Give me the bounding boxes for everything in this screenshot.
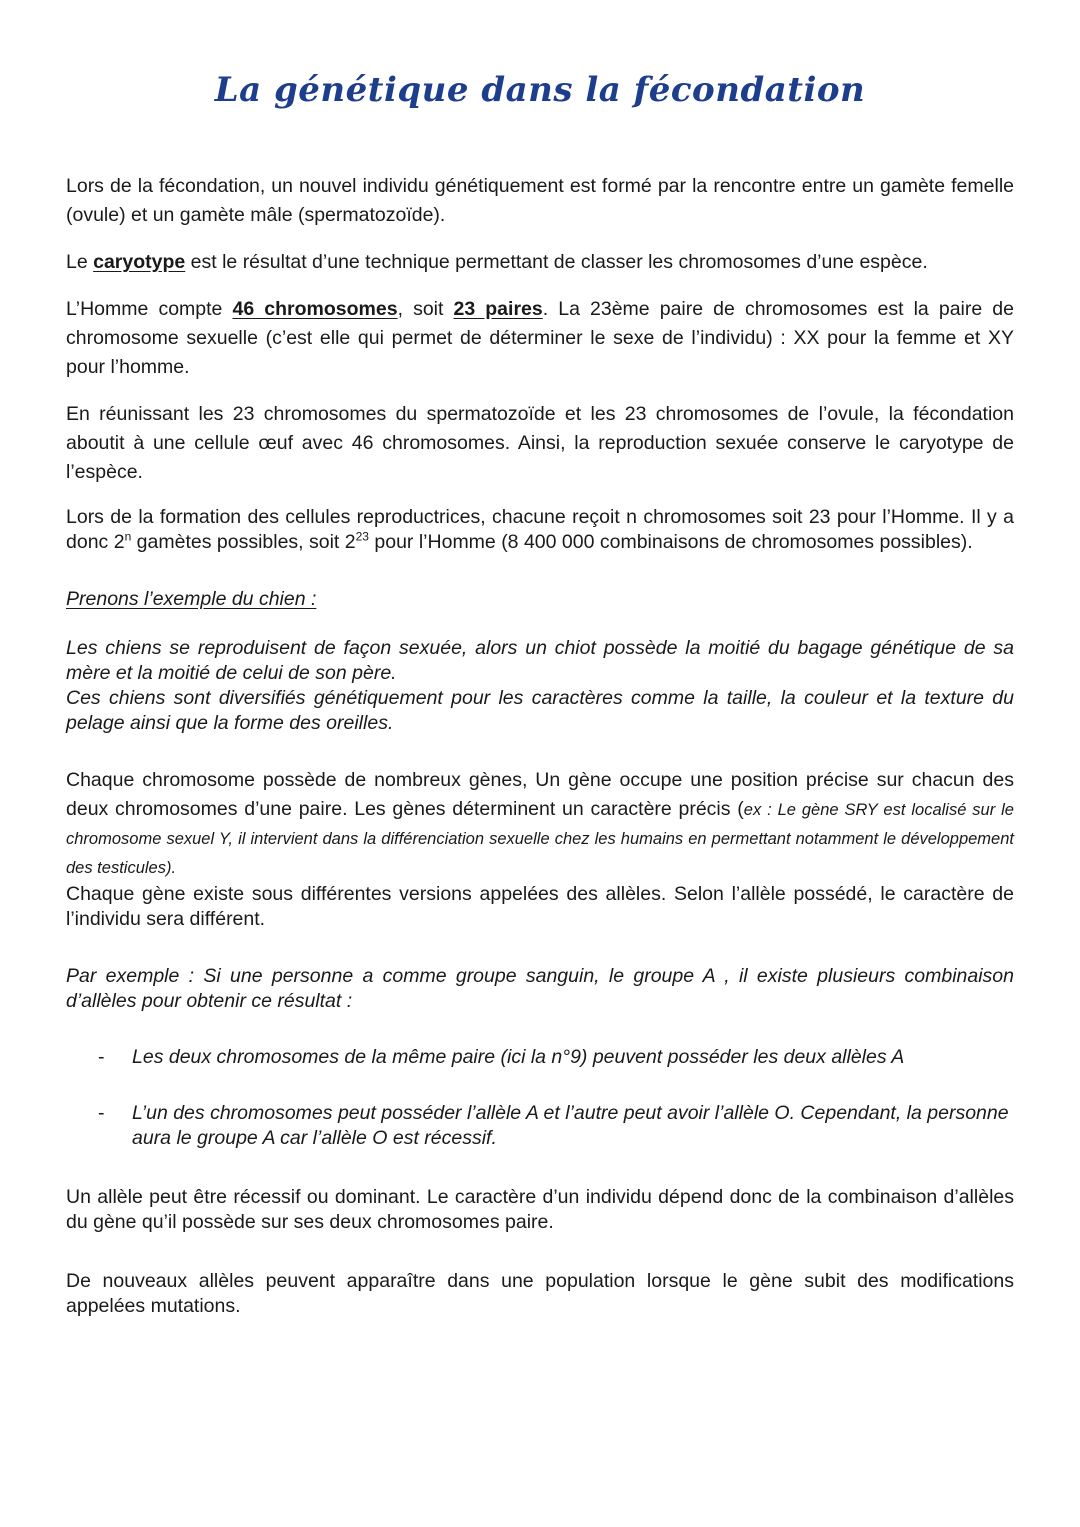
paragraph-fecondation: Lors de la fécondation, un nouvel individu génétiquement est formé par la rencontre entre un gamète femelle (ovule) et un gamète mâle (spermatozoïde). (66, 175, 1014, 226)
text: Lors de la formation des cellules reproductrices, chacune reçoit n chromosomes soit 23 pour l’Homme. Il y a donc 2 (66, 506, 1014, 553)
text: , soit (397, 298, 454, 320)
text: pour l’Homme (8 400 000 combinaisons de chromosomes possibles). (368, 531, 973, 553)
text: . La 23ème paire de chromosomes est la paire de chromosome sexuelle (c’est elle qui permet de déterminer le sexe de l’individu) : XX pour la femme et XY pour l’homme. (66, 298, 1014, 378)
list-item (66, 1101, 1014, 1151)
list-item (66, 1044, 1014, 1071)
text: gamètes possibles, soit 2 (131, 531, 356, 553)
text: Le (66, 251, 94, 273)
list-item-text: L’un des chromosomes peut posséder l’allèle A et l’autre peut avoir l’allèle O. Cependant, la personne aura le groupe A car l’allèle O est récessif. (132, 1102, 1009, 1149)
paragraph-cellule-oeuf: En réunissant les 23 chromosomes du spermatozoïde et les 23 chromosomes de l’ovule, la fécondation aboutit à une cellule œuf avec 46 chromosomes. Ainsi, la reproduction sexuée conserve le caryotype de l’espèce. (66, 403, 1014, 483)
blood-group-list (66, 1044, 1014, 1151)
bullet-dash: - (98, 1102, 105, 1124)
term-caryotype: caryotype (93, 251, 186, 273)
term-46-chromosomes: 46 chromosomes (232, 298, 398, 320)
example-sry: ex : Le gène SRY est localisé sur le chromosome sexuel Y, il intervient dans la différenciation sexuelle chez les humains en permettant notamment le développement des testicules). (66, 801, 1014, 877)
paragraph-genes (66, 766, 1014, 882)
example-heading: Prenons l’exemple du chien : (66, 588, 317, 610)
superscript-23: 23 (355, 529, 369, 544)
paragraph-dominant: Un allèle peut être récessif ou dominant. Le caractère d’un individu dépend donc de la combinaison d’allèles du gène qu’il possède sur ses deux chromosomes paire. (66, 1186, 1014, 1233)
dog-example (66, 636, 1014, 736)
text: est le résultat d’une technique permettant de classer les chromosomes d’une espèce. (185, 251, 928, 273)
paragraph-caryotype (66, 248, 1014, 277)
paragraph-mutations: De nouveaux allèles peuvent apparaître dans une population lorsque le gène subit des modifications appelées mutations. (66, 1270, 1014, 1317)
superscript-n: n (124, 529, 132, 544)
page-title: La génétique dans la fécondation (214, 70, 866, 110)
bullet-dash: - (98, 1046, 105, 1068)
list-item-text: Les deux chromosomes de la même paire (ici la n°9) peuvent posséder les deux allèles A (132, 1046, 905, 1068)
document-body (66, 172, 1014, 1319)
term-23-paires: 23 paires (453, 298, 543, 320)
paragraph-dog-reproduction: Les chiens se reproduisent de façon sexuée, alors un chiot possède la moitié du bagage génétique de sa mère et la moitié de celui de son père. (66, 637, 1014, 684)
paragraph-dog-diversity: Ces chiens sont diversifiés génétiquement pour les caractères comme la taille, la couleur et la texture du pelage ainsi que la forme des oreilles. (66, 687, 1014, 734)
paragraph-blood-group: Par exemple : Si une personne a comme groupe sanguin, le groupe A , il existe plusieurs combinaison d’allèles pour obtenir ce résultat : (66, 965, 1014, 1012)
paragraph-gametes (66, 505, 1014, 555)
paragraph-alleles: Chaque gène existe sous différentes versions appelées des allèles. Selon l’allèle possédé, le caractère de l’individu sera différent. (66, 883, 1014, 930)
text: Chaque chromosome possède de nombreux gènes, Un gène occupe une position précise sur chacun des deux chromosomes d’une paire. Les gènes déterminent un caractère précis ( (66, 769, 1014, 820)
text: L’Homme compte (66, 298, 233, 320)
paragraph-chromosomes-count (66, 295, 1014, 382)
